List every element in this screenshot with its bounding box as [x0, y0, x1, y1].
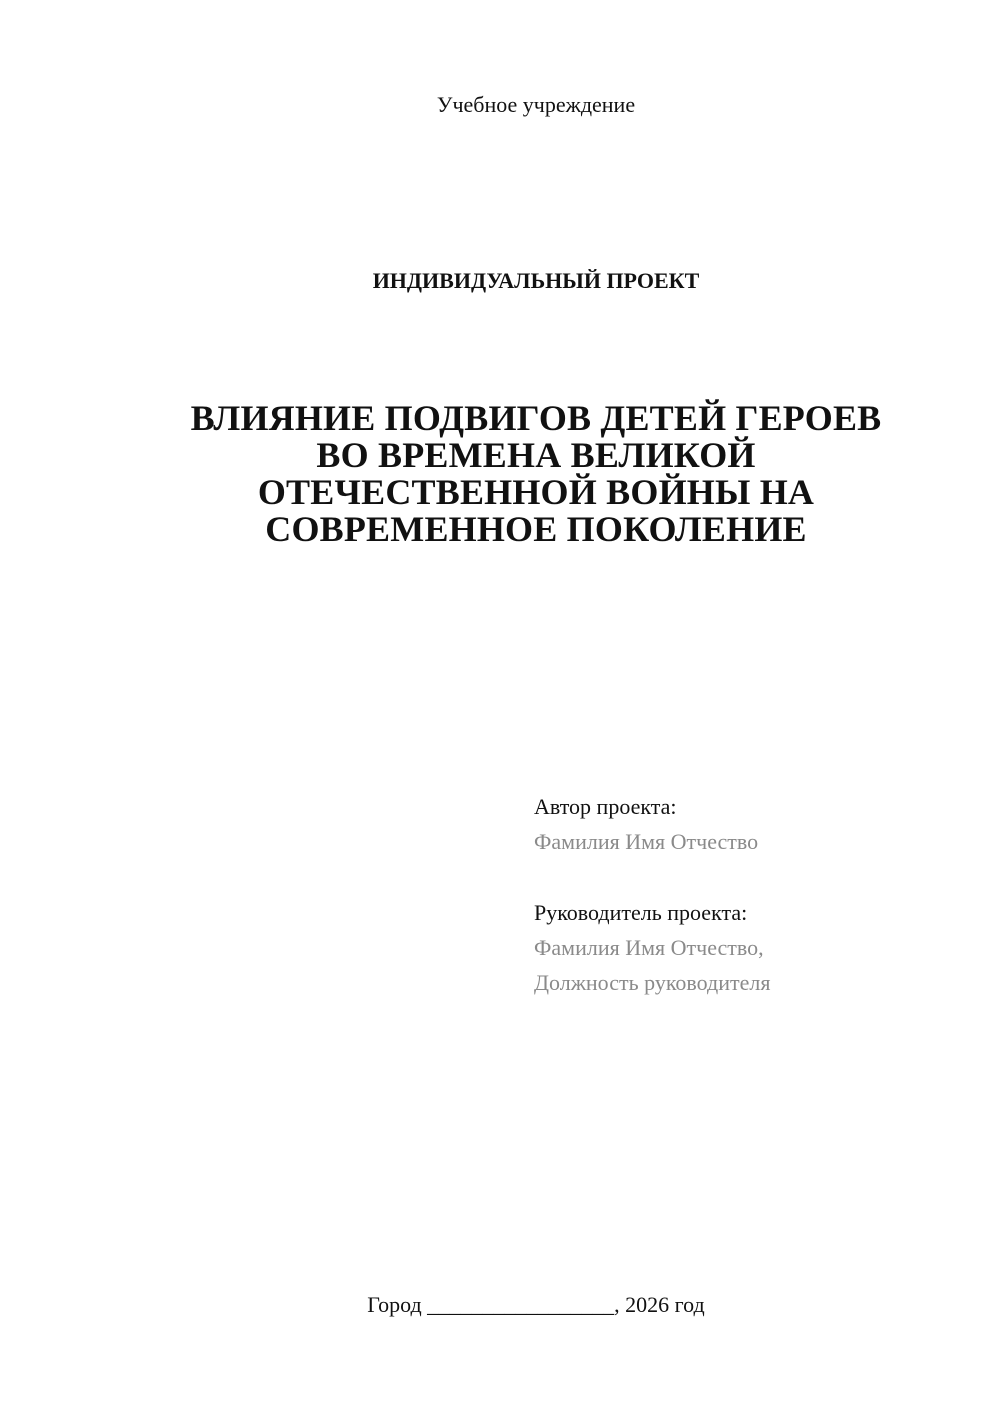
- supervisor-label: Руководитель проекта:: [534, 900, 748, 925]
- supervisor-position: Должность руководителя: [534, 970, 771, 995]
- supervisor-name: Фамилия Имя Отчество,: [534, 935, 764, 960]
- project-title-line: ОТЕЧЕСТВЕННОЙ ВОЙНЫ НА: [257, 472, 815, 512]
- author-name: Фамилия Имя Отчество: [534, 829, 759, 854]
- document-type: ИНДИВИДУАЛЬНЫЙ ПРОЕКТ: [372, 268, 700, 293]
- project-title-line: ВО ВРЕМЕНА ВЕЛИКОЙ: [316, 435, 756, 475]
- project-title-line: ВЛИЯНИЕ ПОДВИГОВ ДЕТЕЙ ГЕРОЕВ: [190, 398, 882, 438]
- institution-name: Учебное учреждение: [436, 92, 636, 117]
- project-title-line: СОВРЕМЕННОЕ ПОКОЛЕНИЕ: [265, 509, 807, 549]
- project-title: [160, 400, 912, 548]
- author-label: Автор проекта:: [534, 794, 677, 819]
- project-info-block: [534, 789, 974, 1000]
- city-year-footer: Город _________________, 2026 год: [367, 1292, 705, 1317]
- info-spacer: [534, 859, 974, 895]
